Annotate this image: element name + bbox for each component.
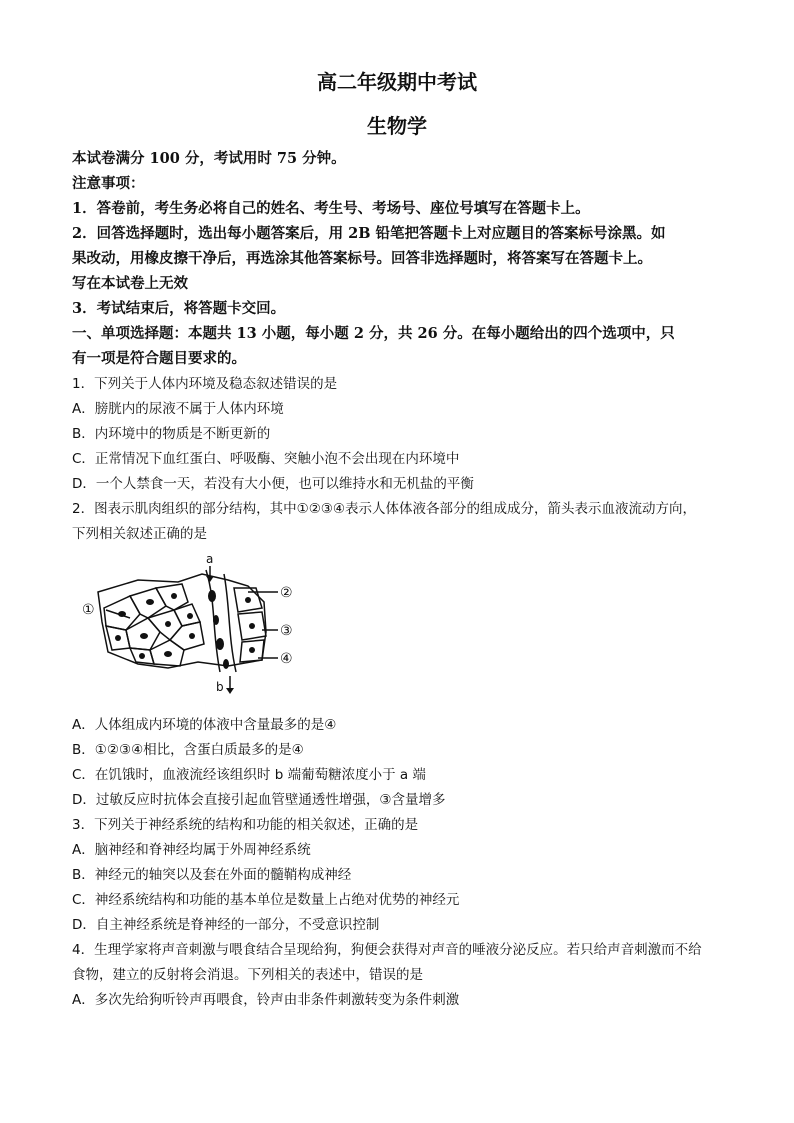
option-d: D．过敏反应时抗体会直接引起血管壁通透性增强，③含量增多 (72, 792, 446, 808)
label-b: b (216, 680, 224, 694)
section-heading: 一、单项选择题：本题共 13 小题，每小题 2 分，共 26 分。在每小题给出的四个选项中，只 (72, 325, 675, 342)
section-heading: 有一项是符合题目要求的。 (72, 350, 246, 367)
header-line: 2．回答选择题时，选出每小题答案后，用 2B 铅笔把答题卡上对应题目的答案标号涂黑。如 (72, 225, 666, 242)
header-line: 注意事项： (72, 175, 145, 192)
header-line: 本试卷满分 100 分，考试用时 75 分钟。 (72, 150, 346, 167)
option-a: A．脑神经和脊神经均属于外周神经系统 (72, 842, 311, 858)
label-a: a (206, 552, 214, 566)
option-d: D．自主神经系统是脊神经的一部分，不受意识控制 (72, 917, 380, 933)
option-c: C．神经系统结构和功能的基本单位是数量上占绝对优势的神经元 (72, 892, 460, 908)
question-stem: 1．下列关于人体内环境及稳态叙述错误的是 (72, 376, 338, 392)
option-b: B．①②③④相比，含蛋白质最多的是④ (72, 742, 304, 758)
question-stem: 3．下列关于神经系统的结构和功能的相关叙述，正确的是 (72, 817, 419, 833)
option-a: A．多次先给狗听铃声再喂食，铃声由非条件刺激转变为条件刺激 (72, 992, 460, 1008)
label-3: ③ (280, 623, 293, 639)
question-stem: 食物，建立的反射将会消退。下列相关的表述中，错误的是 (72, 967, 423, 983)
exam-subject: 生物学 (367, 114, 427, 138)
option-b: B．内环境中的物质是不断更新的 (72, 426, 271, 442)
option-a: A．人体组成内环境的体液中含量最多的是④ (72, 717, 337, 733)
header-line: 3．考试结束后，将答题卡交回。 (72, 300, 286, 317)
question-stem: 下列相关叙述正确的是 (72, 526, 207, 542)
option-b: B．神经元的轴突以及套在外面的髓鞘构成神经 (72, 867, 352, 883)
option-c: C．在饥饿时，血液流经该组织时 b 端葡萄糖浓度小于 a 端 (72, 767, 426, 783)
header-line: 果改动，用橡皮擦干净后，再选涂其他答案标号。回答非选择题时，将答案写在答题卡上。 (72, 250, 652, 267)
label-4: ④ (280, 651, 293, 667)
exam-title: 高二年级期中考试 (317, 70, 477, 94)
option-a: A．膀胱内的尿液不属于人体内环境 (72, 401, 284, 417)
question-stem: 4．生理学家将声音刺激与喂食结合呈现给狗，狗便会获得对声音的唾液分泌反应。若只给声音刺激而不给 (72, 942, 702, 958)
label-1: ① (82, 602, 95, 618)
option-d: D．一个人禁食一天，若没有大小便，也可以维持水和无机盐的平衡 (72, 476, 474, 492)
question-stem: 2．图表示肌肉组织的部分结构，其中①②③④表示人体体液各部分的组成成分，箭头表示血液流动方向， (72, 501, 696, 517)
option-c: C．正常情况下血红蛋白、呼吸酶、突触小泡不会出现在内环境中 (72, 451, 460, 467)
muscle-tissue-figure (78, 552, 304, 698)
header-line: 写在本试卷上无效 (72, 275, 188, 292)
header-line: 1．答卷前，考生务必将自己的姓名、考生号、考场号、座位号填写在答题卡上。 (72, 200, 590, 217)
label-2: ② (280, 585, 293, 601)
